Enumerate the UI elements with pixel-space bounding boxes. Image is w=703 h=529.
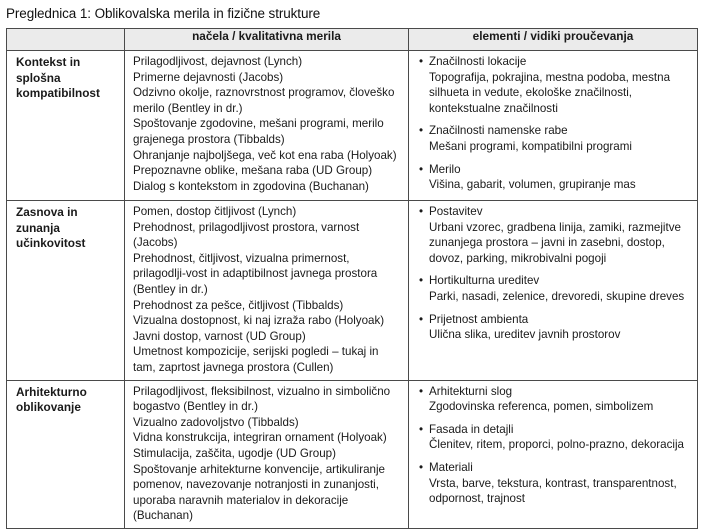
element-title: Merilo	[429, 162, 461, 176]
table-caption	[6, 6, 320, 21]
element-detail: Višina, gabarit, volumen, grupiranje mas	[429, 178, 636, 192]
element-detail: Zgodovinska referenca, pomen, simbolizem	[429, 400, 654, 414]
header-elements: elementi / vidiki proučevanja	[409, 29, 698, 51]
bullet-icon: •	[419, 312, 424, 326]
element-group	[419, 312, 693, 343]
criteria-table	[6, 28, 698, 529]
element-title: Arhitekturni slog	[429, 384, 513, 398]
row-category: Zasnova in zunanja učinkovitost	[7, 201, 125, 381]
criterion: Primerne dejavnosti (Jacobs)	[133, 70, 284, 84]
bullet-icon: •	[419, 384, 424, 398]
element-group	[419, 123, 693, 154]
element-group	[419, 162, 693, 193]
element-title: Hortikulturna ureditev	[429, 274, 540, 288]
table-row	[7, 51, 698, 201]
row-category: Arhitekturno oblikovanje	[7, 380, 125, 528]
element-group	[419, 54, 693, 116]
criterion: Prehodnost, prilagodljivost prostora, varnost (Jacobs)	[133, 220, 360, 250]
row-category: Kontekst in splošna kompatibilnost	[7, 51, 125, 201]
criterion: Stimulacija, zaščita, ugodje (UD Group)	[133, 446, 336, 460]
caption-title: Oblikovalska merila in fizične strukture	[94, 6, 321, 21]
header-category	[7, 29, 125, 51]
criterion: Prehodnost za pešce, čitljivost (Tibbalds)	[133, 298, 344, 312]
bullet-icon: •	[419, 460, 424, 474]
bullet-icon: •	[419, 205, 424, 218]
element-group	[419, 204, 693, 266]
criterion: Vizualna dostopnost, ki naj izraža rabo (Holyoak)	[133, 314, 385, 328]
element-detail: Vrsta, barve, tekstura, kontrast, transparentnost, odpornost, trajnost	[429, 476, 677, 506]
element-group	[419, 460, 693, 507]
criterion: Odzivno okolje, raznovrstnost programov, človeško merilo (Bentley in dr.)	[133, 86, 395, 115]
element-group	[419, 384, 693, 415]
element-detail: Ulična slika, ureditev javnih prostorov	[429, 328, 621, 342]
element-detail: Topografija, pokrajina, mestna podoba, mestna silhueta in vedute, ekološke značilnosti, kontekstualne značilnosti	[429, 70, 671, 115]
element-detail: Členitev, ritem, proporci, polno-prazno, dekoracija	[429, 438, 684, 452]
criterion: Vidna konstrukcija, integriran ornament (Holyoak)	[133, 431, 387, 445]
criterion: Ohranjanje najboljšega, več kot ena raba (Holyoak)	[133, 148, 397, 162]
caption-label: Preglednica 1:	[6, 6, 91, 21]
table-row	[7, 201, 698, 381]
criterion: Umetnost kompozicije, serijski pogledi – tukaj in tam, zaprtost javnega prostora (Cullen)	[133, 345, 379, 374]
row-criteria	[125, 380, 409, 528]
criterion: Spoštovanje zgodovine, mešani programi, merilo grajenega prostora (Tibbalds)	[133, 117, 384, 146]
criterion: Dialog s kontekstom in zgodovina (Buchanan)	[133, 179, 369, 193]
table-header-row	[7, 29, 698, 51]
element-title: Postavitev	[429, 205, 483, 218]
header-criteria: načela / kvalitativna merila	[125, 29, 409, 51]
element-title: Materiali	[429, 460, 473, 474]
criterion: Pomen, dostop čitljivost (Lynch)	[133, 205, 297, 218]
bullet-icon: •	[419, 162, 424, 176]
criterion: Vizualno zadovoljstvo (Tibbalds)	[133, 415, 299, 429]
criterion: Prepoznavne oblike, mešana raba (UD Group)	[133, 164, 373, 178]
bullet-icon: •	[419, 422, 424, 436]
element-title: Značilnosti lokacije	[429, 55, 527, 68]
table-row	[7, 380, 698, 528]
element-group	[419, 422, 693, 453]
criterion: Prilagodljivost, fleksibilnost, vizualno in simbolično bogastvo (Bentley in dr.)	[133, 384, 391, 414]
row-criteria	[125, 51, 409, 201]
row-criteria	[125, 201, 409, 381]
criterion: Javni dostop, varnost (UD Group)	[133, 329, 306, 343]
criterion: Prilagodljivost, dejavnost (Lynch)	[133, 55, 303, 68]
element-title: Značilnosti namenske rabe	[429, 124, 568, 138]
element-detail: Mešani programi, kompatibilni programi	[429, 139, 632, 153]
criterion: Prehodnost, čitljivost, vizualna primernost, prilagodlji-vost in adaptibilnost javnega prostora (Bentley in dr.)	[133, 251, 378, 296]
row-elements	[409, 380, 698, 528]
bullet-icon: •	[419, 274, 424, 288]
element-title: Fasada in detajli	[429, 422, 514, 436]
bullet-icon: •	[419, 124, 424, 138]
criterion: Spoštovanje arhitekturne konvencije, artikuliranje pomenov, navezovanje notranjosti in zunanjosti, uporaba naravnih materialov in dekoracije (Buchanan)	[133, 462, 385, 523]
row-elements	[409, 201, 698, 381]
element-detail: Parki, nasadi, zelenice, drevoredi, skupine dreves	[429, 289, 685, 303]
element-detail: Urbani vzorec, gradbena linija, zamiki, razmejitve zunanjega prostora – javni in zasebni, dostop, dovoz, parking, mikrobivalni pogoji	[429, 220, 681, 265]
row-elements	[409, 51, 698, 201]
bullet-icon: •	[419, 55, 424, 68]
element-title: Prijetnost ambienta	[429, 312, 529, 326]
element-group	[419, 273, 693, 304]
